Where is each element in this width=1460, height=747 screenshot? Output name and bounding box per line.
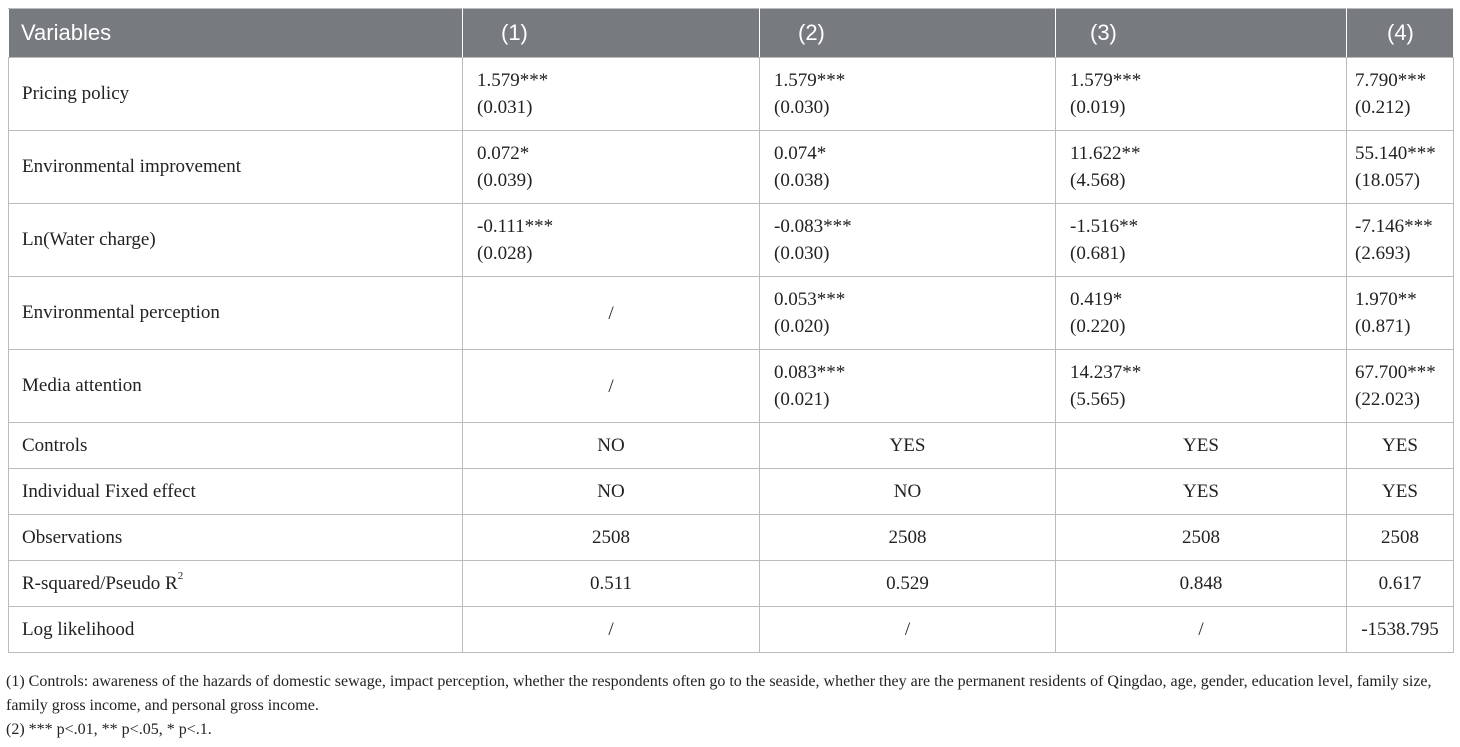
table-cell (463, 469, 760, 515)
coefficient-value: 0.848 (1179, 573, 1223, 594)
coefficient-value: / (608, 619, 614, 640)
coefficient-value: 2508 (1182, 527, 1220, 548)
table-cell (760, 58, 1056, 131)
table-row (9, 469, 1454, 515)
row-label-text: Pricing policy (22, 83, 130, 104)
table-row (9, 277, 1454, 350)
coefficient-value: NO (893, 481, 922, 502)
standard-error-value: (0.031) (477, 97, 533, 118)
table-row (9, 515, 1454, 561)
row-label (9, 277, 463, 350)
header-col-2: (2) (760, 9, 1056, 58)
row-label (9, 469, 463, 515)
coefficient-value: / (1198, 619, 1204, 640)
coefficient-value: 2508 (592, 527, 630, 548)
row-label-text: Environmental improvement (22, 156, 241, 177)
table-cell (1347, 423, 1454, 469)
table-cell (1056, 607, 1347, 653)
coefficient-value: 1.579*** (477, 70, 549, 91)
table-cell (1056, 561, 1347, 607)
table-cell (1056, 469, 1347, 515)
standard-error-value: (0.038) (774, 170, 830, 191)
row-label (9, 58, 463, 131)
table-cell (760, 607, 1056, 653)
table-cell (463, 561, 760, 607)
coefficient-value: 55.140*** (1355, 143, 1436, 164)
row-label-text: Ln(Water charge) (22, 229, 156, 250)
coefficient-value: YES (1183, 481, 1219, 502)
table-cell (1347, 131, 1454, 204)
header-col-1: (1) (463, 9, 760, 58)
table-cell (463, 607, 760, 653)
regression-table (8, 8, 1454, 653)
coefficient-value: YES (1183, 435, 1219, 456)
coefficient-value: NO (597, 435, 625, 456)
coefficient-value: 11.622** (1070, 143, 1141, 164)
row-label-text: Media attention (22, 375, 142, 396)
row-label-text: Individual Fixed effect (22, 480, 196, 502)
table-cell (1347, 350, 1454, 423)
table-row (9, 204, 1454, 277)
table-note-2: (2) *** p<.01, ** p<.05, * p<.1. (6, 721, 212, 738)
coefficient-value: 0.074* (774, 143, 827, 164)
standard-error-value: (18.057) (1355, 170, 1420, 191)
coefficient-value: 2508 (1381, 527, 1419, 548)
row-label (9, 515, 463, 561)
row-label-text: Observations (22, 526, 123, 548)
standard-error-value: (4.568) (1070, 170, 1126, 191)
table-cell (463, 423, 760, 469)
coefficient-value: 0.083*** (774, 362, 846, 383)
table-row (9, 58, 1454, 131)
row-label-text: Log likelihood (22, 618, 135, 640)
row-label-text: R-squared/Pseudo R (22, 572, 178, 594)
standard-error-value: (22.023) (1355, 389, 1420, 410)
table-cell (1056, 277, 1347, 350)
coefficient-value: YES (889, 435, 926, 456)
coefficient-value: 0.617 (1378, 573, 1422, 594)
table-cell (760, 131, 1056, 204)
coefficient-value: / (608, 302, 614, 324)
coefficient-value: / (904, 619, 911, 640)
table-cell (1347, 469, 1454, 515)
table-cell (760, 350, 1056, 423)
coefficient-value: YES (1382, 435, 1418, 456)
table-row (9, 131, 1454, 204)
coefficient-value: / (608, 375, 614, 397)
coefficient-value: 14.237** (1070, 362, 1142, 383)
coefficient-value: 2508 (888, 527, 927, 548)
coefficient-value: -1538.795 (1361, 619, 1439, 640)
table-cell (1347, 561, 1454, 607)
coefficient-value: 0.511 (589, 573, 633, 594)
header-variables: Variables (9, 9, 463, 58)
table-row (9, 423, 1454, 469)
row-label (9, 204, 463, 277)
table-cell (1056, 350, 1347, 423)
coefficient-value: 1.579*** (774, 70, 846, 91)
coefficient-value: 7.790*** (1355, 70, 1427, 91)
standard-error-value: (0.019) (1070, 97, 1126, 118)
row-label (9, 131, 463, 204)
row-label (9, 423, 463, 469)
standard-error-value: (0.220) (1070, 316, 1126, 337)
header-col-3: (3) (1056, 9, 1347, 58)
row-label (9, 350, 463, 423)
table-cell (1347, 204, 1454, 277)
coefficient-value: -1.516** (1070, 216, 1139, 237)
table-cell (760, 204, 1056, 277)
coefficient-value: YES (1382, 481, 1418, 502)
standard-error-value: (0.020) (774, 316, 830, 337)
coefficient-value: 1.579*** (1070, 70, 1142, 91)
header-row (9, 9, 1454, 58)
standard-error-value: (0.030) (774, 243, 830, 264)
coefficient-value: -7.146*** (1355, 216, 1433, 237)
table-cell (760, 469, 1056, 515)
table-cell (1056, 204, 1347, 277)
standard-error-value: (5.565) (1070, 389, 1126, 410)
standard-error-value: (2.693) (1355, 243, 1411, 264)
table-cell (1347, 277, 1454, 350)
row-label (9, 607, 463, 653)
table-note-1: (1) Controls: awareness of the hazards of domestic sewage, impact perception, whether the respondents often go to the seaside, whether they are the permanent residents of Qingdao, age, gender, education level, family size, family gross income, and personal gross income. (6, 673, 1432, 714)
row-label (9, 561, 463, 607)
table-cell (1056, 515, 1347, 561)
table-cell (463, 131, 760, 204)
standard-error-value: (0.871) (1355, 316, 1411, 337)
coefficient-value: 67.700*** (1355, 362, 1436, 383)
row-label-superscript: 2 (177, 569, 184, 582)
table-cell (1347, 607, 1454, 653)
table-cell (463, 58, 760, 131)
table-cell (760, 561, 1056, 607)
coefficient-value: 0.529 (886, 573, 929, 594)
coefficient-value: 0.072* (477, 143, 530, 164)
table-cell (1056, 131, 1347, 204)
table-cell (1347, 58, 1454, 131)
table-row (9, 350, 1454, 423)
standard-error-value: (0.212) (1355, 97, 1411, 118)
table-cell (463, 515, 760, 561)
row-label-text: Controls (22, 434, 88, 456)
coefficient-value: NO (597, 481, 625, 502)
coefficient-value: 0.419* (1070, 289, 1123, 310)
table-cell (463, 204, 760, 277)
coefficient-value: -0.111*** (477, 216, 554, 237)
standard-error-value: (0.021) (774, 389, 830, 410)
table-cell (760, 277, 1056, 350)
standard-error-value: (0.028) (477, 243, 533, 264)
table-cell (1056, 58, 1347, 131)
table-cell (1347, 515, 1454, 561)
standard-error-value: (0.039) (477, 170, 533, 191)
table-cell (760, 515, 1056, 561)
table-row (9, 561, 1454, 607)
coefficient-value: -0.083*** (774, 216, 852, 237)
row-label-text: Environmental perception (22, 302, 220, 323)
coefficient-value: 1.970** (1355, 289, 1417, 310)
table-cell (463, 277, 760, 350)
coefficient-value: 0.053*** (774, 289, 846, 310)
header-col-4: (4) (1347, 9, 1454, 58)
standard-error-value: (0.681) (1070, 243, 1126, 264)
table-cell (463, 350, 760, 423)
standard-error-value: (0.030) (774, 97, 830, 118)
table-cell (1056, 423, 1347, 469)
table-cell (760, 423, 1056, 469)
table-row (9, 607, 1454, 653)
